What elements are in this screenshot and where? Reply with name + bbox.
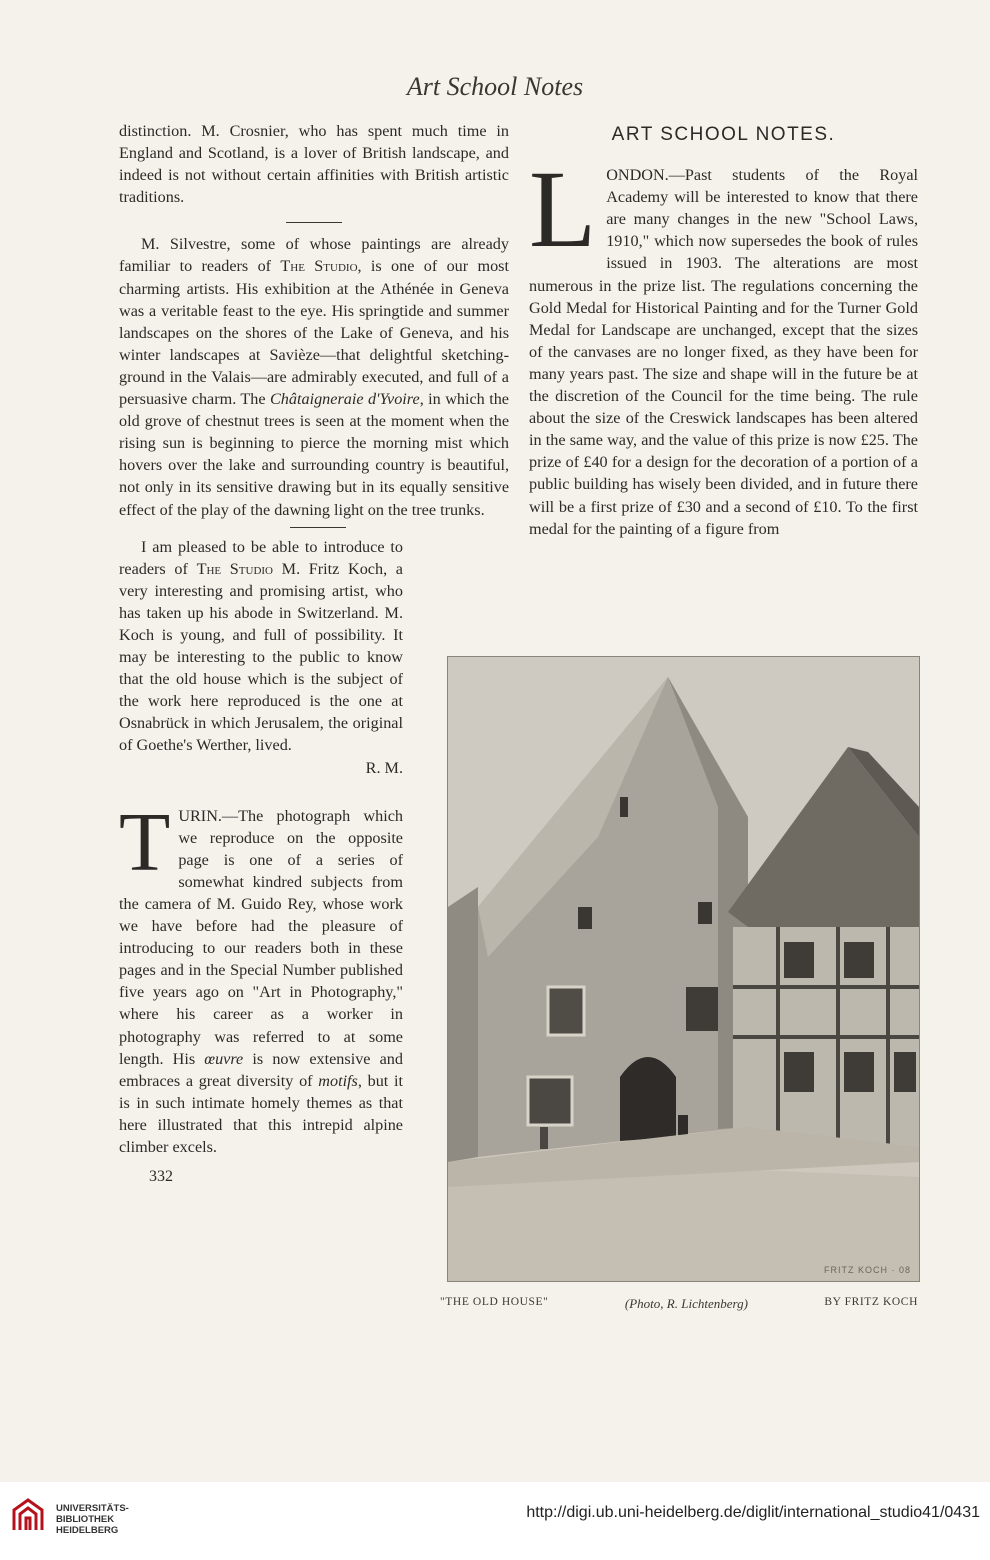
- magazine-title: The Studio: [196, 559, 273, 578]
- section-divider: [286, 222, 342, 223]
- text-span: , but it is in such intimate homely themes as that here illustrated that this intrepid alpine climber excels.: [119, 1071, 403, 1157]
- right-column: [529, 120, 918, 540]
- text-span: I am pleased to be able to introduce to readers of: [119, 537, 403, 578]
- library-name-line: UNIVERSITÄTS-: [56, 1503, 129, 1514]
- caption-artist: BY FRITZ KOCH: [824, 1296, 918, 1308]
- magazine-title: The Studio: [280, 257, 358, 276]
- paragraph-london: [529, 148, 918, 540]
- library-name-line: HEIDELBERG: [56, 1525, 119, 1536]
- text-span: ONDON.—Past students of the Royal Academy will be interested to know that there are many changes in the new "School Laws, 1910," which now supersedes the book of rules issued in 1903. The alterations are most numerous in the prize list. The regulations concerning the Gold Medal for Historical Painting and for the Turner Gold Medal for Landscape are unchanged, except that the sizes of the canvases are no longer fixed, as they have been for many years past. The size and shape will in the future be at the discretion of the Council for the time being. The rule about the size of the Creswick landscapes has been altered in the same way, and the value of this prize is now £25. The prize of £40 for a design for the decoration of a portion of a public building has wisely been divided, and in future there will be a first prize of £30 and a second of £10. To the first medal for the painting of a figure from: [529, 166, 918, 538]
- section-heading: ART SCHOOL NOTES.: [611, 124, 836, 145]
- italic-word: motifs: [318, 1071, 358, 1090]
- library-name-line: BIBLIOTHEK: [56, 1514, 115, 1525]
- figure-caption: [440, 1296, 918, 1312]
- paragraph-crosnier: distinction. M. Crosnier, who has spent much time in England and Scotland, is a lover of British landscape, and indeed is not without certain affinities with British artistic traditions.: [119, 122, 509, 207]
- library-name: [56, 1503, 129, 1536]
- running-head: Art School Notes: [406, 72, 584, 101]
- italic-word: œuvre: [204, 1049, 244, 1068]
- painting-title: Châtaigneraie d'Yvoire: [270, 390, 420, 409]
- library-logo-icon: [8, 1496, 48, 1536]
- text-span: M. Silvestre, some of whose paintings are already familiar to readers of: [119, 235, 509, 276]
- source-url[interactable]: http://digi.ub.uni-heidelberg.de/diglit/international_studio41/0431: [526, 1504, 980, 1521]
- caption-title: "THE OLD HOUSE": [440, 1296, 549, 1308]
- artist-signature: FRITZ KOCH · 08: [823, 1265, 911, 1275]
- drop-cap: T: [119, 795, 171, 889]
- section-divider: [290, 527, 346, 528]
- signature: R. M.: [365, 758, 403, 777]
- text-span: URIN.—The photograph which we reproduce on the opposite page is one of a series of somewhat kindred subjects from the camera of M. Guido Rey, whose work we have before had the pleasure of introducing to our readers both in these pages and in the Special Number published five years ago on "Art in Photography," where his career as a worker in photography was referred to at some length. His: [119, 806, 403, 1068]
- paragraph-turin: [119, 795, 403, 1159]
- page-number: 332: [149, 1168, 173, 1186]
- footer-bar: [0, 1482, 990, 1560]
- drop-cap: L: [529, 148, 597, 271]
- text-span: , in which the old grove of chestnut trees is seen at the moment when the rising sun is beginning to pierce the morning mist which hovers over the lake and surrounding country is beautiful, not only in its sensitive drawing but in its equally sensitive effect of the play of the dawning light on the tree trunks.: [119, 390, 509, 519]
- text-span: , is one of our most charming artists. His exhibition at the Athénée in Geneva was a veritable feast to the eye. His springtide and summer landscapes on the shores of the Lake of Geneva, and his winter landscapes at Savièze—that delightful sketching-ground in the Valais—are admirably executed, and full of a persuasive charm. The: [119, 257, 509, 409]
- paragraph-silvestre: [119, 233, 509, 520]
- caption-credit: (Photo, R. Lichtenberg): [624, 1296, 748, 1311]
- paragraph-koch: [119, 536, 403, 757]
- painting-image: [448, 657, 919, 1281]
- text-span: is now extensive and embraces a great diversity of: [119, 1049, 403, 1090]
- painting-old-house: [447, 656, 920, 1282]
- text-span: M. Fritz Koch, a very interesting and promising artist, who has taken up his abode in Switzerland. M. Koch is young, and full of possibility. It may be interesting to the public to know that the old house which is the subject of the work here reproduced is the one at Osnabrück in which Jerusalem, the original of Goethe's Werther, lived.: [119, 559, 403, 755]
